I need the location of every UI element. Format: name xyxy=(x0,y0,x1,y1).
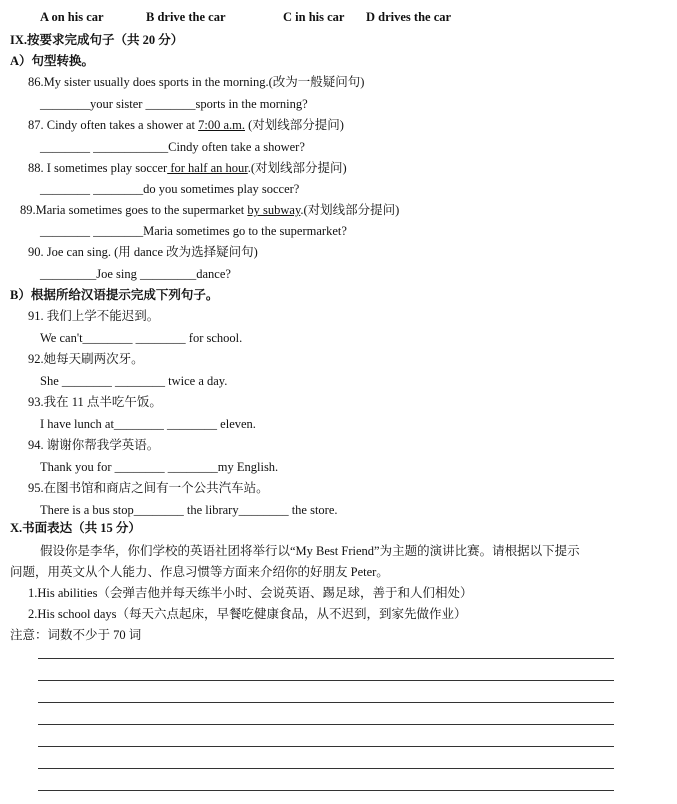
part-a-heading: A）句型转换。 xyxy=(10,54,95,68)
section-9-title: IX.按要求完成句子（共 20 分） xyxy=(10,33,184,47)
option-d: D drives the car xyxy=(366,10,452,24)
question-93-answer: I have lunch at________ ________ eleven. xyxy=(40,417,256,431)
option-c: C in his car xyxy=(283,10,345,24)
question-90-answer: _________Joe sing _________dance? xyxy=(40,267,231,281)
writing-line[interactable] xyxy=(38,746,614,747)
question-89-answer: ________ ________Maria sometimes go to the supermarket? xyxy=(40,224,347,238)
question-93: 93.我在 11 点半吃午饭。 xyxy=(28,395,162,409)
writing-prompt-line-1: 假设你是李华，你们学校的英语社团将举行以“My Best Friend”为主题的演讲比赛。请根据以下提示 xyxy=(40,544,580,558)
writing-line[interactable] xyxy=(38,724,614,725)
question-89: 89.Maria sometimes goes to the supermarket by subway.(对划线部分提问) xyxy=(20,203,400,217)
question-91: 91. 我们上学不能迟到。 xyxy=(28,309,160,323)
writing-point-1: 1.His abilities（会弹吉他并每天练半小时、会说英语、踢足球，善于和人们相处） xyxy=(28,586,473,600)
question-87: 87. Cindy often takes a shower at 7:00 a.m. (对划线部分提问) xyxy=(28,118,344,132)
writing-point-2: 2.His school days（每天六点起床，早餐吃健康食品，从不迟到，到家先做作业） xyxy=(28,607,467,621)
writing-line[interactable] xyxy=(38,790,614,791)
question-86-answer: ________your sister ________sports in the morning? xyxy=(40,97,308,111)
question-92: 92.她每天刷两次牙。 xyxy=(28,352,144,366)
question-91-answer: We can't________ ________ for school. xyxy=(40,331,243,345)
writing-prompt-line-2: 问题，用英文从个人能力、作息习惯等方面来介绍你的好朋友 Peter。 xyxy=(10,565,389,579)
word-count-note: 注意：词数不少于 70 词 xyxy=(10,628,142,642)
writing-line[interactable] xyxy=(38,658,614,659)
question-95-answer: There is a bus stop________ the library________ the store. xyxy=(40,503,338,517)
question-88-answer: ________ ________do you sometimes play soccer? xyxy=(40,182,300,196)
part-b-heading: B）根据所给汉语提示完成下列句子。 xyxy=(10,288,219,302)
question-90: 90. Joe can sing. (用 dance 改为选择疑问句) xyxy=(28,245,258,259)
question-95: 95.在图书馆和商店之间有一个公共汽车站。 xyxy=(28,481,269,495)
question-94-answer: Thank you for ________ ________my English. xyxy=(40,460,279,474)
question-87-answer: ________ ____________Cindy often take a shower? xyxy=(40,140,305,154)
question-92-answer: She ________ ________ twice a day. xyxy=(40,374,228,388)
option-b: B drive the car xyxy=(146,10,226,24)
question-86: 86.My sister usually does sports in the morning.(改为一般疑问句) xyxy=(28,75,365,89)
option-a: A on his car xyxy=(40,10,104,24)
question-88: 88. I sometimes play soccer for half an hour.(对划线部分提问) xyxy=(28,161,347,175)
section-10-title: X.书面表达（共 15 分） xyxy=(10,521,141,535)
writing-line[interactable] xyxy=(38,768,614,769)
writing-line[interactable] xyxy=(38,680,614,681)
question-94: 94. 谢谢你帮我学英语。 xyxy=(28,438,160,452)
writing-line[interactable] xyxy=(38,702,614,703)
